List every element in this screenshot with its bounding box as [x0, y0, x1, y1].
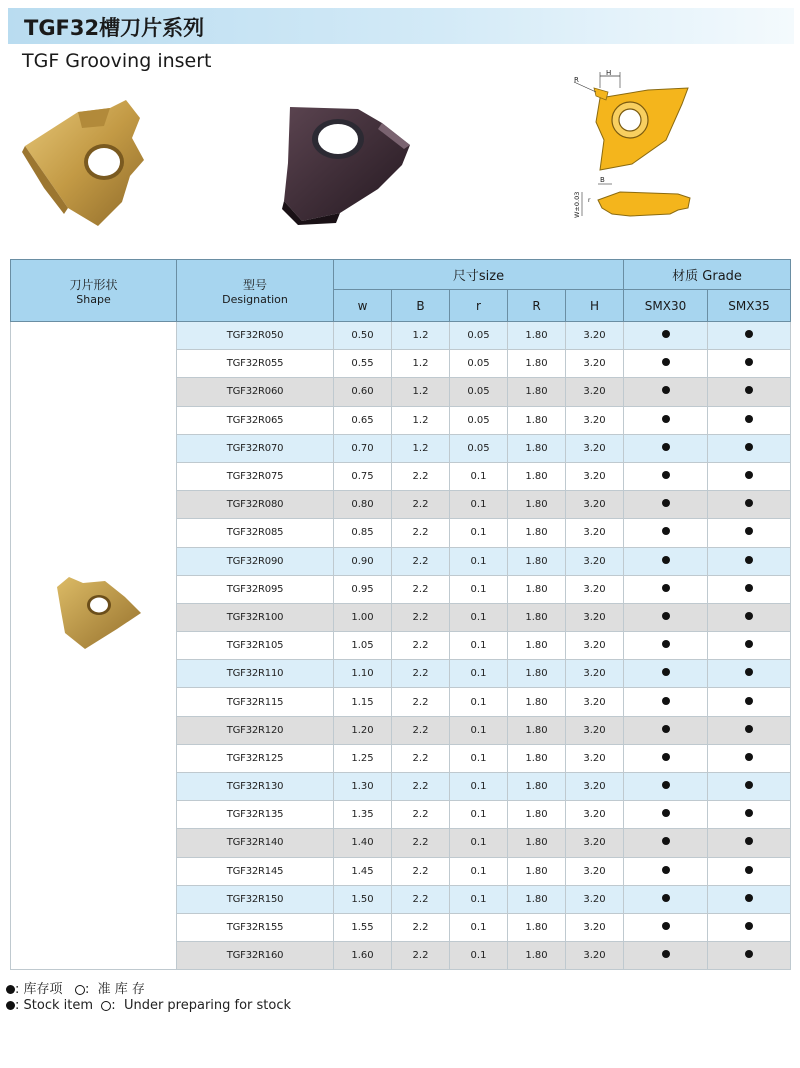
size-cell-r: 0.1 [450, 913, 508, 941]
legend-cn: : 库存项 : 准 库 存 [6, 978, 145, 997]
size-cell-R: 1.80 [508, 857, 566, 885]
designation-cell: TGF32R125 [177, 744, 334, 772]
size-cell-R: 1.80 [508, 322, 566, 350]
grade-cell [708, 603, 791, 631]
stock-dot-icon [662, 866, 670, 874]
stock-dot-icon [745, 922, 753, 930]
size-cell-r: 0.1 [450, 519, 508, 547]
size-cell-R: 1.80 [508, 942, 566, 970]
stock-dot-icon [662, 415, 670, 423]
size-cell-R: 1.80 [508, 660, 566, 688]
drawing-label-r-small: r [588, 197, 591, 204]
size-cell-H: 3.20 [566, 322, 624, 350]
size-cell-H: 3.20 [566, 829, 624, 857]
size-cell-R: 1.80 [508, 744, 566, 772]
size-cell-B: 2.2 [392, 801, 450, 829]
designation-cell: TGF32R070 [177, 434, 334, 462]
size-cell-r: 0.1 [450, 773, 508, 801]
size-cell-r: 0.05 [450, 406, 508, 434]
stock-dot-icon [745, 950, 753, 958]
size-cell-H: 3.20 [566, 857, 624, 885]
grade-cell [708, 406, 791, 434]
size-cell-R: 1.80 [508, 688, 566, 716]
size-cell-H: 3.20 [566, 716, 624, 744]
size-cell-w: 1.50 [334, 885, 392, 913]
grade-cell [624, 913, 708, 941]
stock-dot-icon [662, 837, 670, 845]
legend-cn-prep: 准 库 存 [97, 982, 145, 997]
size-cell-w: 0.60 [334, 378, 392, 406]
size-cell-r: 0.1 [450, 688, 508, 716]
size-cell-R: 1.80 [508, 773, 566, 801]
page-title: TGF32槽刀片系列 [24, 16, 205, 40]
size-cell-r: 0.1 [450, 660, 508, 688]
size-cell-H: 3.20 [566, 885, 624, 913]
size-cell-R: 1.80 [508, 434, 566, 462]
size-cell-w: 1.00 [334, 603, 392, 631]
size-cell-R: 1.80 [508, 462, 566, 490]
grade-cell [708, 378, 791, 406]
size-cell-H: 3.20 [566, 773, 624, 801]
size-cell-B: 2.2 [392, 575, 450, 603]
size-cell-w: 1.60 [334, 942, 392, 970]
grade-cell [708, 688, 791, 716]
designation-cell: TGF32R150 [177, 885, 334, 913]
size-cell-r: 0.1 [450, 632, 508, 660]
grade-cell [708, 462, 791, 490]
designation-cell: TGF32R115 [177, 688, 334, 716]
size-cell-B: 2.2 [392, 603, 450, 631]
designation-cell: TGF32R080 [177, 491, 334, 519]
stock-dot-icon [745, 443, 753, 451]
grade-cell [708, 913, 791, 941]
stock-dot-icon [662, 527, 670, 535]
col-r-header: r [450, 290, 508, 322]
designation-cell: TGF32R060 [177, 378, 334, 406]
stock-dot-icon [745, 330, 753, 338]
size-cell-R: 1.80 [508, 547, 566, 575]
size-cell-w: 0.90 [334, 547, 392, 575]
designation-cell: TGF32R155 [177, 913, 334, 941]
drawing-label-b: B [600, 176, 605, 184]
stock-dot-icon [662, 922, 670, 930]
stock-dot-icon [745, 640, 753, 648]
size-cell-w: 1.30 [334, 773, 392, 801]
size-cell-w: 1.10 [334, 660, 392, 688]
size-cell-B: 1.2 [392, 322, 450, 350]
stock-dot-icon [745, 527, 753, 535]
stock-dot-icon [6, 1001, 15, 1010]
grade-cell [624, 547, 708, 575]
grade-cell [624, 716, 708, 744]
prep-circle-icon [75, 985, 85, 995]
designation-cell: TGF32R055 [177, 350, 334, 378]
size-cell-w: 1.40 [334, 829, 392, 857]
size-cell-w: 0.95 [334, 575, 392, 603]
size-cell-r: 0.1 [450, 547, 508, 575]
stock-dot-icon [745, 556, 753, 564]
designation-cell: TGF32R135 [177, 801, 334, 829]
designation-cell: TGF32R120 [177, 716, 334, 744]
size-cell-B: 2.2 [392, 462, 450, 490]
designation-cell: TGF32R105 [177, 632, 334, 660]
size-cell-r: 0.1 [450, 575, 508, 603]
stock-dot-icon [662, 584, 670, 592]
stock-dot-icon [745, 809, 753, 817]
stock-dot-icon [662, 386, 670, 394]
size-cell-R: 1.80 [508, 519, 566, 547]
stock-dot-icon [745, 725, 753, 733]
grade-cell [624, 462, 708, 490]
size-cell-r: 0.05 [450, 378, 508, 406]
stock-dot-icon [745, 894, 753, 902]
grade-cell [708, 547, 791, 575]
grade-cell [624, 942, 708, 970]
col-R-header: R [508, 290, 566, 322]
grade-smx30-header: SMX30 [624, 290, 708, 322]
drawing-label-h: H [606, 69, 612, 77]
grade-cell [624, 322, 708, 350]
size-cell-R: 1.80 [508, 406, 566, 434]
size-cell-w: 0.70 [334, 434, 392, 462]
designation-cell: TGF32R145 [177, 857, 334, 885]
size-cell-H: 3.20 [566, 688, 624, 716]
stock-dot-icon [662, 950, 670, 958]
grade-header: 材质 Grade [624, 260, 791, 290]
designation-cell: TGF32R110 [177, 660, 334, 688]
designation-cell: TGF32R090 [177, 547, 334, 575]
size-cell-r: 0.05 [450, 350, 508, 378]
size-cell-r: 0.1 [450, 801, 508, 829]
size-cell-r: 0.1 [450, 491, 508, 519]
drawing-label-r: R [574, 76, 579, 84]
coated-insert-image [280, 105, 415, 225]
size-cell-r: 0.1 [450, 829, 508, 857]
size-cell-R: 1.80 [508, 575, 566, 603]
stock-dot-icon [662, 358, 670, 366]
stock-dot-icon [662, 443, 670, 451]
grade-cell [708, 434, 791, 462]
size-cell-r: 0.1 [450, 942, 508, 970]
stock-dot-icon [662, 612, 670, 620]
gold-insert-image [20, 98, 150, 228]
size-cell-B: 2.2 [392, 716, 450, 744]
stock-dot-icon [745, 415, 753, 423]
size-cell-B: 2.2 [392, 913, 450, 941]
size-cell-w: 0.50 [334, 322, 392, 350]
size-cell-B: 1.2 [392, 378, 450, 406]
grade-cell [708, 491, 791, 519]
stock-dot-icon [745, 499, 753, 507]
grade-cell [624, 773, 708, 801]
size-cell-w: 1.35 [334, 801, 392, 829]
stock-dot-icon [662, 809, 670, 817]
size-cell-H: 3.20 [566, 913, 624, 941]
size-cell-H: 3.20 [566, 660, 624, 688]
stock-dot-icon [745, 753, 753, 761]
size-cell-H: 3.20 [566, 350, 624, 378]
size-cell-B: 2.2 [392, 885, 450, 913]
grade-cell [708, 575, 791, 603]
size-cell-R: 1.80 [508, 491, 566, 519]
size-cell-H: 3.20 [566, 462, 624, 490]
size-cell-B: 2.2 [392, 857, 450, 885]
size-cell-H: 3.20 [566, 519, 624, 547]
technical-drawing [560, 68, 695, 233]
size-cell-B: 2.2 [392, 688, 450, 716]
size-cell-R: 1.80 [508, 885, 566, 913]
size-cell-H: 3.20 [566, 434, 624, 462]
grade-cell [708, 660, 791, 688]
size-cell-r: 0.1 [450, 462, 508, 490]
size-cell-r: 0.1 [450, 857, 508, 885]
size-cell-R: 1.80 [508, 913, 566, 941]
size-cell-H: 3.20 [566, 632, 624, 660]
title-bar [8, 8, 794, 44]
shape-insert-image [55, 575, 145, 650]
size-header: 尺寸size [334, 260, 624, 290]
size-cell-H: 3.20 [566, 744, 624, 772]
designation-cell: TGF32R100 [177, 603, 334, 631]
stock-dot-icon [662, 725, 670, 733]
grade-cell [624, 434, 708, 462]
size-cell-R: 1.80 [508, 632, 566, 660]
col-b-header: B [392, 290, 450, 322]
size-cell-B: 2.2 [392, 942, 450, 970]
grade-cell [624, 660, 708, 688]
size-cell-R: 1.80 [508, 378, 566, 406]
size-cell-H: 3.20 [566, 942, 624, 970]
size-cell-B: 2.2 [392, 632, 450, 660]
size-cell-w: 1.20 [334, 716, 392, 744]
size-cell-r: 0.1 [450, 716, 508, 744]
size-cell-H: 3.20 [566, 603, 624, 631]
col-h-header: H [566, 290, 624, 322]
size-cell-R: 1.80 [508, 829, 566, 857]
size-cell-H: 3.20 [566, 547, 624, 575]
designation-cell: TGF32R130 [177, 773, 334, 801]
grade-cell [708, 885, 791, 913]
size-cell-w: 0.75 [334, 462, 392, 490]
size-cell-w: 0.55 [334, 350, 392, 378]
designation-cell: TGF32R075 [177, 462, 334, 490]
size-cell-H: 3.20 [566, 491, 624, 519]
size-cell-B: 1.2 [392, 406, 450, 434]
grade-cell [624, 857, 708, 885]
size-cell-r: 0.1 [450, 603, 508, 631]
grade-smx35-header: SMX35 [708, 290, 791, 322]
grade-cell [708, 716, 791, 744]
stock-dot-icon [662, 499, 670, 507]
size-cell-B: 2.2 [392, 829, 450, 857]
grade-cell [624, 829, 708, 857]
stock-dot-icon [745, 837, 753, 845]
grade-cell [708, 857, 791, 885]
stock-dot-icon [662, 330, 670, 338]
designation-cell: TGF32R065 [177, 406, 334, 434]
grade-cell [624, 632, 708, 660]
stock-dot-icon [662, 697, 670, 705]
size-cell-B: 2.2 [392, 773, 450, 801]
designation-cell: TGF32R085 [177, 519, 334, 547]
grade-cell [624, 491, 708, 519]
size-cell-B: 2.2 [392, 519, 450, 547]
size-cell-w: 1.05 [334, 632, 392, 660]
size-cell-B: 2.2 [392, 660, 450, 688]
size-cell-H: 3.20 [566, 406, 624, 434]
size-cell-w: 0.65 [334, 406, 392, 434]
stock-dot-icon [6, 985, 15, 994]
designation-header: 型号 Designation [177, 260, 334, 322]
size-cell-w: 1.25 [334, 744, 392, 772]
size-cell-R: 1.80 [508, 801, 566, 829]
stock-dot-icon [662, 471, 670, 479]
size-cell-r: 0.05 [450, 322, 508, 350]
size-cell-r: 0.05 [450, 434, 508, 462]
stock-dot-icon [662, 781, 670, 789]
size-cell-r: 0.1 [450, 885, 508, 913]
stock-dot-icon [745, 584, 753, 592]
legend-en: : Stock item : Under preparing for stock [6, 998, 291, 1013]
table-row [11, 322, 791, 350]
stock-dot-icon [745, 358, 753, 366]
grade-cell [624, 350, 708, 378]
size-cell-B: 1.2 [392, 434, 450, 462]
grade-cell [708, 519, 791, 547]
size-cell-w: 1.15 [334, 688, 392, 716]
grade-cell [624, 378, 708, 406]
stock-dot-icon [662, 753, 670, 761]
size-cell-w: 1.55 [334, 913, 392, 941]
grade-cell [708, 801, 791, 829]
col-w-header: w [334, 290, 392, 322]
size-cell-B: 1.2 [392, 350, 450, 378]
size-cell-H: 3.20 [566, 801, 624, 829]
designation-cell: TGF32R160 [177, 942, 334, 970]
stock-dot-icon [662, 668, 670, 676]
stock-dot-icon [745, 612, 753, 620]
size-cell-r: 0.1 [450, 744, 508, 772]
stock-dot-icon [662, 640, 670, 648]
grade-cell [624, 406, 708, 434]
size-cell-w: 0.85 [334, 519, 392, 547]
designation-cell: TGF32R140 [177, 829, 334, 857]
size-cell-H: 3.20 [566, 378, 624, 406]
grade-cell [624, 688, 708, 716]
grade-cell [708, 350, 791, 378]
grade-cell [624, 885, 708, 913]
size-cell-R: 1.80 [508, 716, 566, 744]
stock-dot-icon [745, 386, 753, 394]
stock-dot-icon [662, 556, 670, 564]
stock-dot-icon [662, 894, 670, 902]
grade-cell [708, 773, 791, 801]
stock-dot-icon [745, 781, 753, 789]
grade-cell [708, 829, 791, 857]
size-cell-R: 1.80 [508, 350, 566, 378]
stock-dot-icon [745, 697, 753, 705]
grade-cell [624, 744, 708, 772]
size-cell-B: 2.2 [392, 547, 450, 575]
drawing-label-w: W±0.03 [573, 191, 581, 218]
grade-cell [624, 603, 708, 631]
grade-cell [708, 632, 791, 660]
grade-cell [708, 322, 791, 350]
size-cell-H: 3.20 [566, 575, 624, 603]
shape-header: 刀片形状 Shape [11, 260, 177, 322]
page-subtitle: TGF Grooving insert [22, 50, 212, 72]
size-cell-B: 2.2 [392, 744, 450, 772]
stock-dot-icon [745, 471, 753, 479]
designation-cell: TGF32R095 [177, 575, 334, 603]
size-cell-w: 1.45 [334, 857, 392, 885]
stock-dot-icon [745, 668, 753, 676]
designation-cell: TGF32R050 [177, 322, 334, 350]
legend-en-stock: Stock item [23, 998, 94, 1013]
legend-cn-stock: 库存项 [23, 982, 63, 997]
grade-cell [624, 519, 708, 547]
prep-circle-icon [101, 1001, 111, 1011]
size-cell-B: 2.2 [392, 491, 450, 519]
grade-cell [624, 575, 708, 603]
grade-cell [708, 942, 791, 970]
legend-en-prep: Under preparing for stock [123, 998, 292, 1013]
grade-cell [624, 801, 708, 829]
stock-dot-icon [745, 866, 753, 874]
size-cell-w: 0.80 [334, 491, 392, 519]
size-cell-R: 1.80 [508, 603, 566, 631]
grade-cell [708, 744, 791, 772]
